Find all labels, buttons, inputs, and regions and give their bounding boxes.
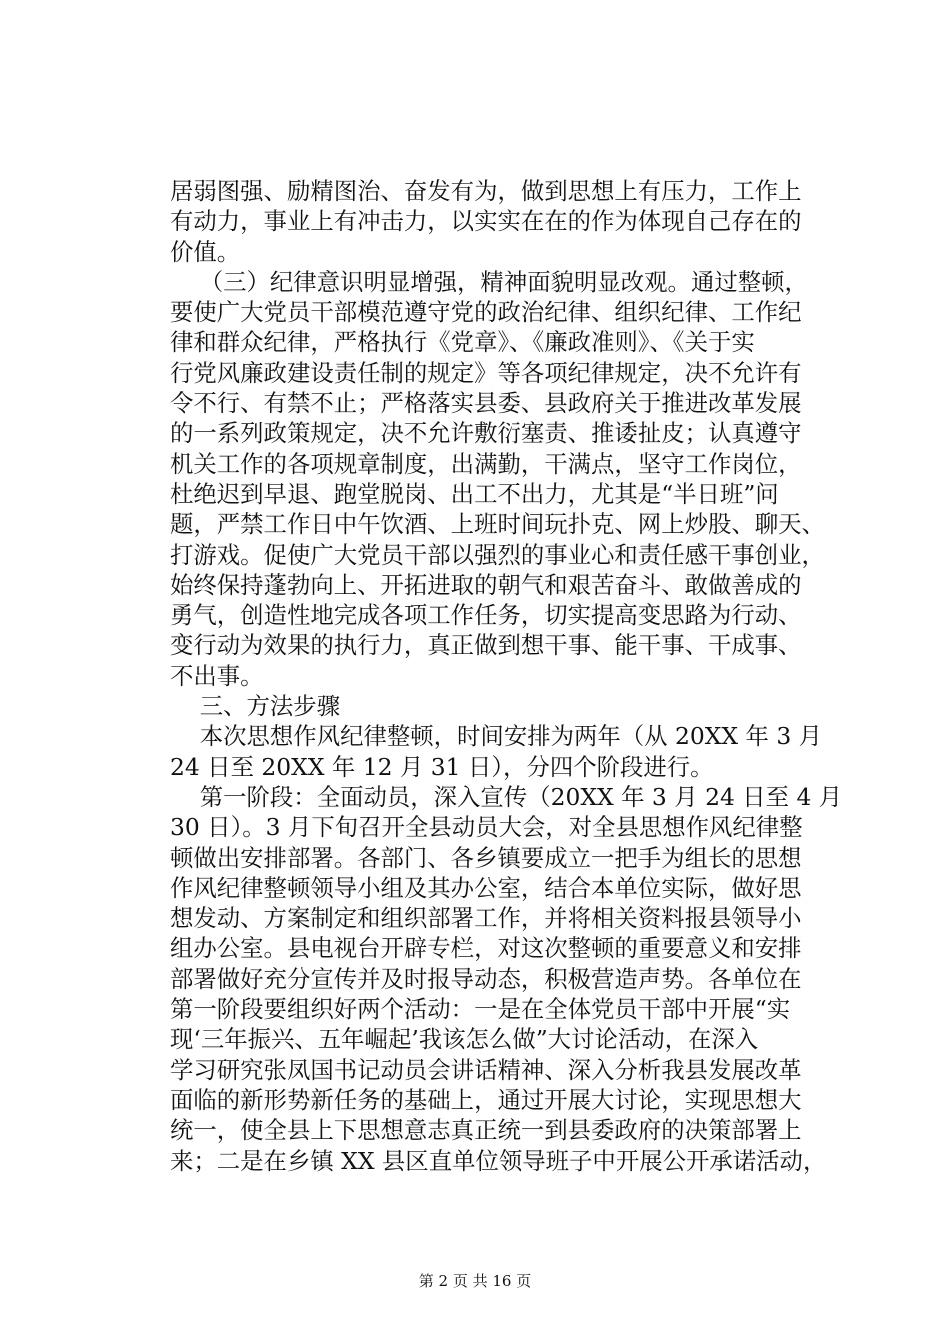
text-line: （三）纪律意识明显增强，精神面貌明显改观。通过整顿，: [170, 267, 808, 296]
text-line: 面临的新形势新任务的基础上，通过开展大讨论，实现思想大: [170, 1085, 802, 1114]
text-line: 机关工作的各项规章制度，出满勤，干满点，坚守工作岗位，: [170, 449, 802, 478]
text-line: 顿做出安排部署。各部门、各乡镇要成立一把手为组长的思想: [170, 843, 802, 872]
page-footer: 第 2 页 共 16 页: [418, 1272, 532, 1290]
text-line: 组办公室。县电视台开辟专栏，对这次整顿的重要意义和安排: [170, 934, 802, 963]
text-line: 有动力，事业上有冲击力，以实实在在的作为体现自己存在的: [170, 207, 802, 236]
text-line: 学习研究张凤国书记动员会讲话精神、深入分析我县发展改革: [170, 1055, 802, 1084]
text-line: 第一阶段：全面动员，深入宣传（20XX 年 3 月 24 日至 4 月: [170, 782, 843, 811]
text-line: 三、方法步骤: [170, 692, 341, 721]
text-line: 要使广大党员干部模范遵守党的政治纪律、组织纪律、工作纪: [170, 298, 802, 327]
text-line: 本次思想作风纪律整顿，时间安排为两年（从 20XX 年 3 月: [170, 722, 823, 751]
text-line: 打游戏。促使广大党员干部以强烈的事业心和责任感干事创业，: [170, 540, 825, 569]
text-line: 作风纪律整顿领导小组及其办公室，结合本单位实际，做好思: [170, 873, 802, 902]
text-line: 30 日）。3 月下旬召开全县动员大会，对全县思想作风纪律整: [170, 813, 803, 842]
text-line: 现‘三年振兴、五年崛起’我该怎么做”大讨论活动，在深入: [170, 1025, 759, 1054]
text-line: 令不行、有禁不止；严格落实县委、县政府关于推进改革发展: [170, 389, 802, 418]
text-line: 来；二是在乡镇 XX 县区直单位领导班子中开展公开承诺活动，: [170, 1146, 827, 1175]
text-line: 行党风廉政建设责任制的规定》等各项纪律规定，决不允许有: [170, 358, 802, 387]
text-line: 居弱图强、励精图治、奋发有为，做到思想上有压力，工作上: [170, 177, 802, 205]
text-line: 杜绝迟到早退、跑堂脱岗、出工不出力，尤其是“半日班”问: [170, 479, 779, 508]
text-line: 变行动为效果的执行力，真正做到想干事、能干事、干成事、: [170, 631, 802, 660]
text-line: 价值。: [170, 237, 241, 266]
text-line: 部署做好充分宣传并及时报导动态，积极营造声势。各单位在: [170, 964, 802, 993]
text-line: 第一阶段要组织好两个活动：一是在全体党员干部中开展“实: [170, 995, 791, 1024]
text-line: 的一系列政策规定，决不允许敷衍塞责、推诿扯皮；认真遵守: [170, 419, 802, 448]
text-line: 统一，使全县上下思想意志真正统一到县委政府的决策部署上: [170, 1116, 802, 1145]
text-line: 想发动、方案制定和组织部署工作，并将相关资料报县领导小: [170, 904, 802, 933]
text-line: 题，严禁工作日中午饮酒、上班时间玩扑克、网上炒股、聊天、: [170, 510, 825, 539]
text-line: 不出事。: [170, 661, 264, 690]
body-text: [170, 176, 843, 1176]
text-line: 始终保持蓬勃向上、开拓进取的朝气和艰苦奋斗、敢做善成的: [170, 570, 802, 599]
text-line: 勇气，创造性地完成各项工作任务，切实提高变思路为行动、: [170, 601, 802, 630]
text-line: 律和群众纪律，严格执行《党章》、《廉政准则》、《关于实: [170, 328, 755, 357]
text-line: 24 日至 20XX 年 12 月 31 日），分四个阶段进行。: [170, 752, 714, 781]
